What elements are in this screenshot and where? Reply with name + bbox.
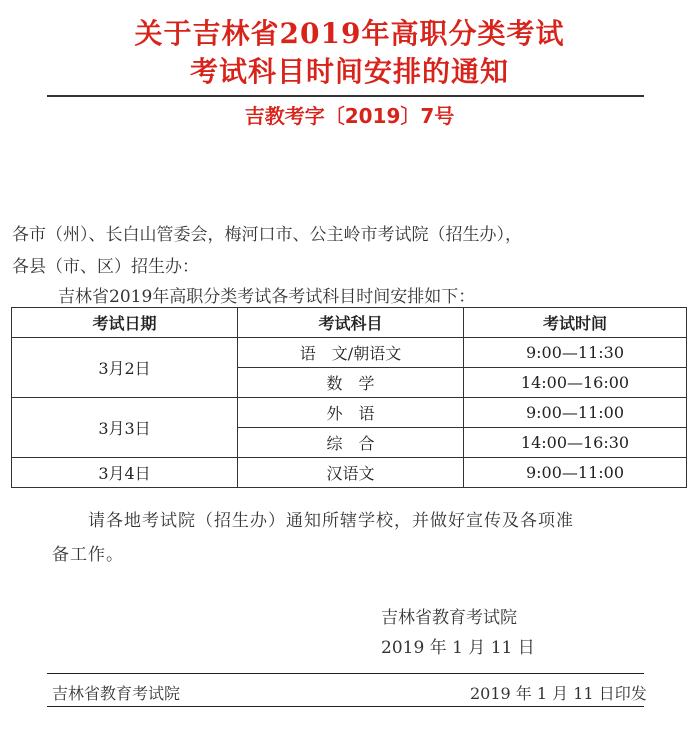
date-cell: 3月3日	[12, 398, 238, 458]
header-subject: 考试科目	[238, 308, 464, 338]
header-divider	[47, 95, 644, 97]
footer-divider-top	[47, 673, 644, 674]
table-row	[12, 458, 687, 488]
time-cell: 14:00—16:30	[464, 428, 687, 458]
time-cell: 9:00—11:00	[464, 458, 687, 488]
subject-cell: 语 文/朝语文	[238, 338, 464, 368]
document-number: 吉教考字〔2019〕7号	[244, 104, 455, 128]
signature-org: 吉林省教育考试院	[381, 608, 517, 628]
footer-divider-bottom	[47, 706, 644, 707]
addressee-line-1: 各市（州）、长白山管委会，梅河口市、公主岭市考试院（招生办），	[12, 225, 522, 245]
table-row	[12, 398, 687, 428]
header-time: 考试时间	[464, 308, 687, 338]
table-row	[12, 338, 687, 368]
subject-cell: 外 语	[238, 398, 464, 428]
schedule-table	[11, 307, 687, 488]
notice-line-1: 请各地考试院（招生办）通知所辖学校，并做好宣传及各项准	[88, 511, 574, 531]
table-header-row	[12, 308, 687, 338]
signature-date: 2019 年 1 月 11 日	[381, 638, 535, 658]
time-cell: 9:00—11:00	[464, 398, 687, 428]
time-cell: 9:00—11:30	[464, 338, 687, 368]
subject-cell: 汉语文	[238, 458, 464, 488]
intro-paragraph: 吉林省2019年高职分类考试各考试科目时间安排如下：	[58, 287, 476, 307]
header-date: 考试日期	[12, 308, 238, 338]
footer-date: 2019 年 1 月 11 日印发	[470, 684, 647, 703]
subject-cell: 综 合	[238, 428, 464, 458]
title-line-2: 考试科目时间安排的通知	[189, 55, 509, 88]
title-line-1: 关于吉林省2019年高职分类考试	[134, 17, 565, 50]
time-cell: 14:00—16:00	[464, 368, 687, 398]
date-cell: 3月4日	[12, 458, 238, 488]
addressee-line-2: 各县（市、区）招生办：	[12, 257, 199, 277]
footer-org: 吉林省教育考试院	[52, 684, 181, 703]
subject-cell: 数 学	[238, 368, 464, 398]
date-cell: 3月2日	[12, 338, 238, 398]
notice-line-2: 备工作。	[52, 545, 124, 565]
